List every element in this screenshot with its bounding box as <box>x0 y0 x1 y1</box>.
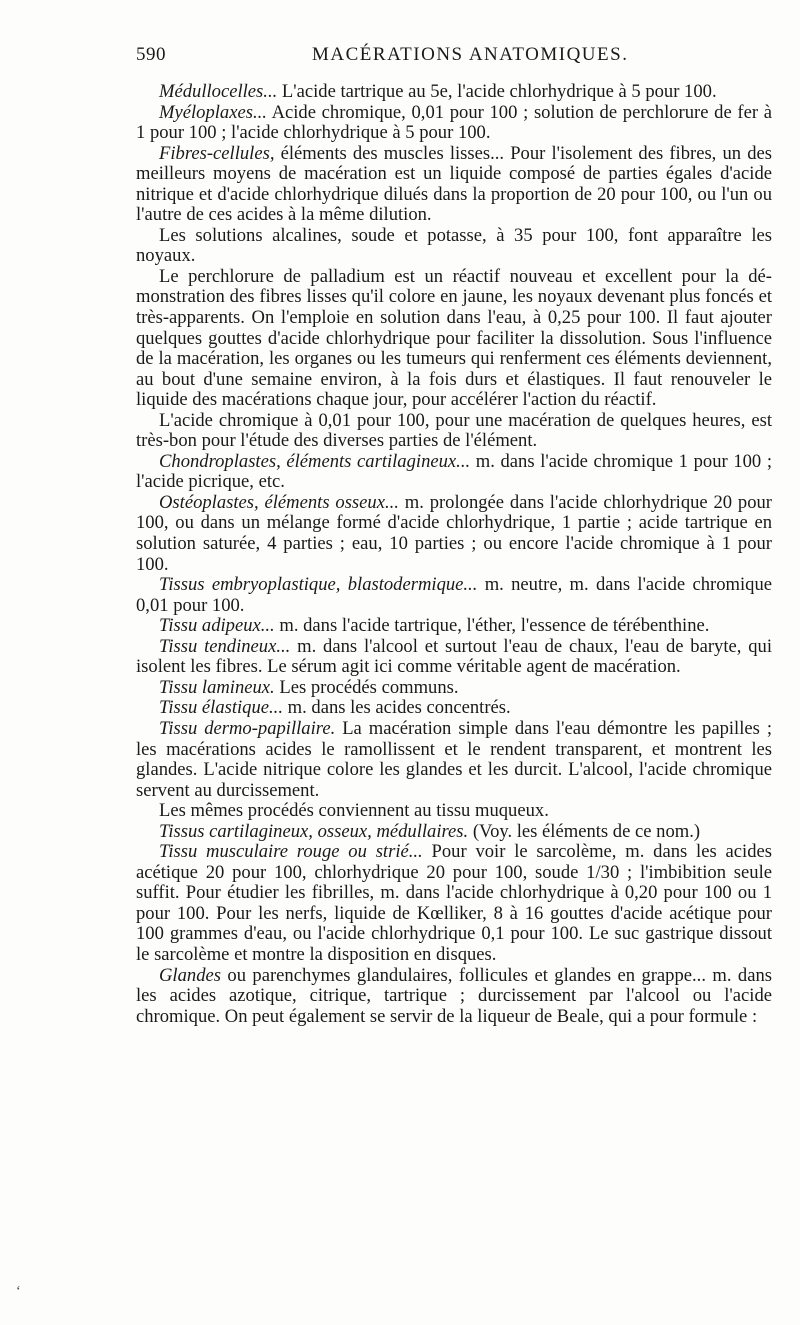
paragraph-text: éléments des muscles lisses... Pour l'isolement des fibres, un des meilleurs moyens de macération est un liquide composé de parties égales d'acide nitrique et d'acide chlorhydrique dilués dans la proportion de 20 pour 100, ou l'un ou l'autre de ces acides à la même dilution. <box>136 142 772 226</box>
paragraph <box>136 616 772 637</box>
paragraph-text: ou parenchymes glandulaires, follicules et glandes en grappe... m. dans les acides azotique, citrique, tartrique ; durcissement par l'alcool ou l'acide chromique. On peut également se servir de la liqueur de Beale, qui a pour formule : <box>136 964 772 1027</box>
paragraph-text: L'acide chromique à 0,01 pour 100, pour une macération de quelques heures, est très-bon pour l'étude des diverses parties de l'élément. <box>136 409 772 452</box>
paragraph-term: Ostéoplastes, éléments osseux... <box>159 491 399 513</box>
paragraph-term: Tissu lamineux. <box>159 676 275 698</box>
paragraph-text: Le perchlorure de palladium est un réactif nouveau et excellent pour la démonstration des fibres lisses qu'il colore en jaune, les noyaux devenant plus foncés et très-apparents. On l'emploie en solution dans l'eau, à 0,25 pour 100. Il faut ajouter quelques gouttes d'acide chlorhydrique pour faciliter la dissolution. Sous l'influence de la macération, les organes ou les tumeurs qui renferment ces éléments deviennent, au bout d'une semaine environ, à la fois durs et élastiques. Il faut renouveler le liquide des macérations chaque jour, pour accélérer l'action du réactif. <box>136 265 772 411</box>
paragraph-text: (Voy. les éléments de ce nom.) <box>468 820 701 842</box>
page-header <box>136 40 772 70</box>
paragraph-text: L'acide tartrique au 5e, l'acide chlorhydrique à 5 pour 100. <box>277 81 717 102</box>
paragraph <box>136 842 772 965</box>
paragraph-text: Pour voir le sarcolème, m. dans les acides acétique 20 pour 100, chlorhydrique 20 pour 100, soude 1/30 ; l'imbibition seule suffit. Pour étudier les fibrilles, m. dans l'acide chlorhydrique à 0,20 pour 100 ou 1 pour 100. Pour les nerfs, liquide de Kœlliker, 8 à 16 gouttes d'acide acétique pour 100 grammes d'eau, ou l'acide chlorhydrique 0,1 pour 100. Le suc gastrique dissout le sarcolème et montre la disposition en disques. <box>136 841 772 965</box>
paragraph-text: m. dans l'alcool et surtout l'eau de chaux, l'eau de baryte, qui isolent les fibres. Le sérum agit ici comme véritable agent de macération. <box>136 635 772 678</box>
paragraph <box>136 267 772 411</box>
paragraph-term: Tissus embryoplastique, blastodermique... <box>159 574 478 596</box>
paragraph-term: Myéloplaxes... <box>159 101 267 123</box>
paragraph-text: m. dans l'acide tartrique, l'éther, l'essence de térébenthine. <box>274 615 710 637</box>
paragraph-term: Glandes <box>159 964 221 986</box>
paragraph <box>136 719 772 801</box>
paragraph-term: Tissu dermo-papillaire. <box>159 717 336 739</box>
paragraph-text: m. neutre, m. dans l'acide chromique 0,01 pour 100. <box>136 574 772 616</box>
paragraph <box>136 144 772 226</box>
paragraph <box>136 698 772 719</box>
paragraph-term: Tissus cartilagineux, osseux, médullaires. <box>159 820 469 842</box>
paragraph-text: Les solutions alcalines, soude et potasse, à 35 pour 100, font apparaître les noyaux. <box>136 224 772 267</box>
paragraph <box>136 103 772 144</box>
paragraph-text: Acide chromique, 0,01 pour 100 ; solution de perchlorure de fer à 1 pour 100 ; l'acide chlorhydrique à 5 pour 100. <box>136 101 772 144</box>
paragraph-text: m. dans l'acide chromique 1 pour 100 ; l'acide picrique, etc. <box>136 450 772 493</box>
paragraph-text: La macération simple dans l'eau démontre les papilles ; les macérations acides le ramollissent et le rendent transparent, et montrent les glandes. L'acide nitrique colore les glandes et les durcit. L'alcool, l'acide chromique servent au durcissement. <box>136 717 772 801</box>
paragraph-text: m. dans les acides concentrés. <box>282 697 511 719</box>
paragraph-term: Tissu adipeux... <box>159 615 275 637</box>
paragraph-term: Chondroplastes, éléments cartilagineux... <box>159 450 471 472</box>
paragraph <box>136 801 772 822</box>
paragraph-term: Fibres-cellules, <box>159 142 275 164</box>
paragraph <box>136 82 772 103</box>
paragraph <box>136 411 772 452</box>
paragraph-term: Médullocelles... <box>159 81 278 102</box>
paragraph <box>136 493 772 575</box>
paragraph <box>136 678 772 699</box>
paragraph-term: Tissu musculaire rouge ou strié... <box>159 841 423 863</box>
paragraph-term: Tissu tendineux... <box>159 635 291 657</box>
paragraph <box>136 637 772 678</box>
running-title: MACÉRATIONS ANATOMIQUES. <box>312 44 629 65</box>
paragraph <box>136 452 772 493</box>
paragraph <box>136 822 772 843</box>
paragraph-text: m. prolongée dans l'acide chlorhydrique 20 pour 100, ou dans un mélange formé d'acide chlorhydrique, 1 partie ; acide tartrique en solution saturée, 4 parties ; eau, 10 parties ; ou encore l'acide chromique à 1 pour 100. <box>136 491 773 575</box>
paragraph <box>136 575 772 616</box>
paragraph <box>136 966 772 1028</box>
paragraph-text: Les mêmes procédés conviennent au tissu muqueux. <box>159 800 549 822</box>
paragraph <box>136 226 772 267</box>
paragraph-term: Tissu élastique... <box>159 697 283 719</box>
page-number: 590 <box>136 44 166 65</box>
body-text <box>136 82 772 1027</box>
paragraph-text: Les procédés communs. <box>274 676 459 698</box>
stray-ink-mark: ‘ <box>16 1284 21 1299</box>
